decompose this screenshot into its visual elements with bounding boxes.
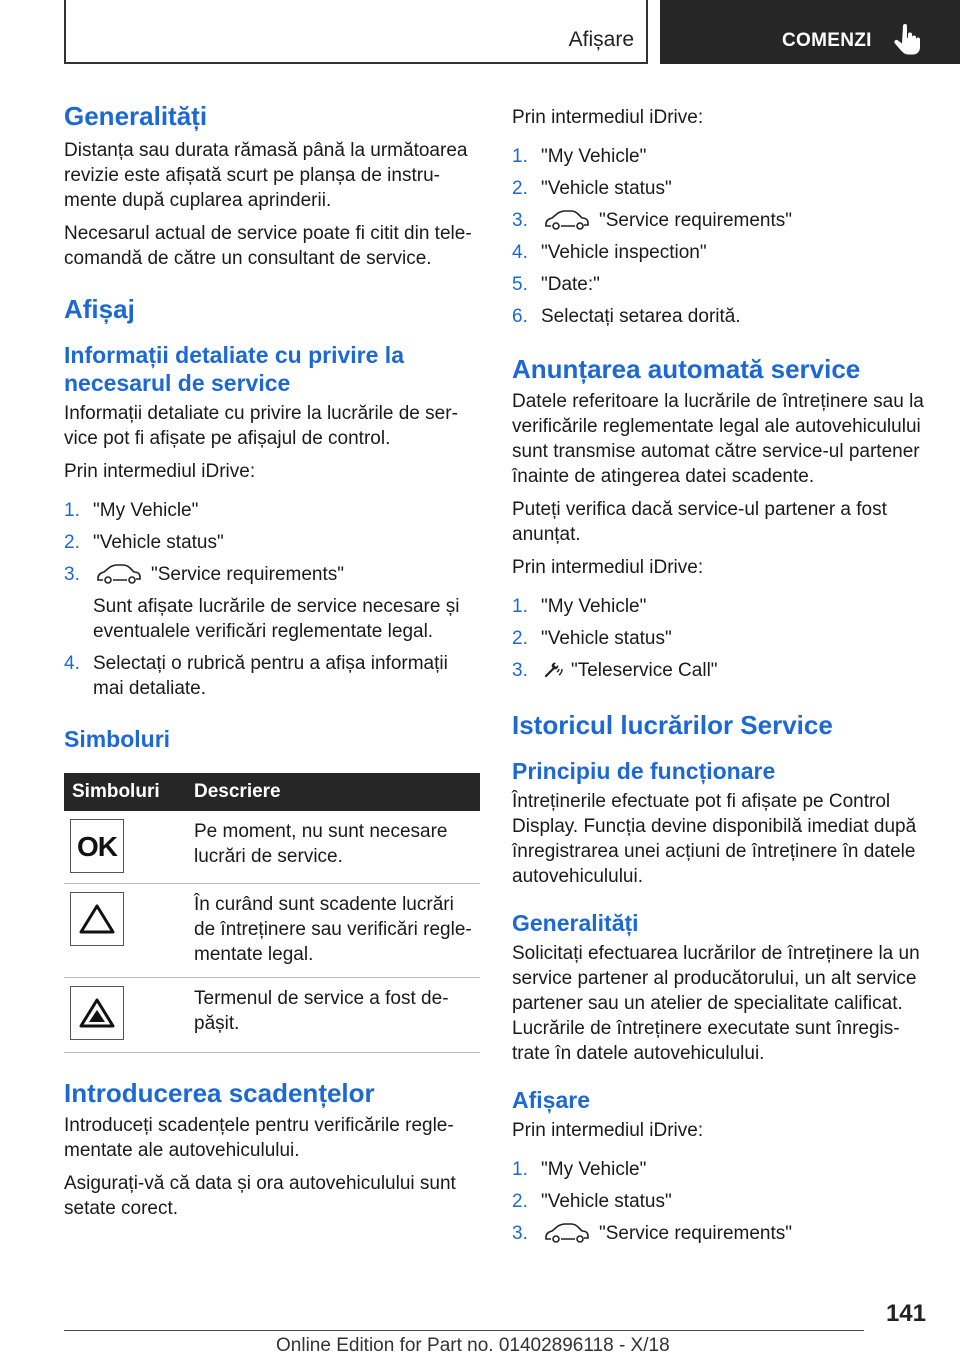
step-text: Selectați o rubrică pentru a afișa informații mai detaliate. [93, 653, 448, 699]
idrive-paragraph: Prin intermediul iDrive: [512, 107, 704, 128]
list-item [64, 562, 480, 644]
wrench-signal-icon [543, 659, 563, 679]
footer-divider [64, 1330, 864, 1331]
intro-paragraph-1: Introduceți scadențele pentru verificările reglementate ale autovehiculului. [64, 1115, 454, 1161]
table-row [64, 884, 480, 978]
step-text: "Vehicle status" [541, 628, 672, 649]
step-text: "Service requirements" [599, 210, 793, 231]
table-header-row [64, 773, 480, 811]
gen2-paragraph: Solicitați efectuarea lucrărilor de întreținere la un service partener al producătorului, un alt service partener sau un atelier de specialitate calificat. Lucrările de întreținere executate sunt înregistrate în datele autovehiculului. [512, 943, 920, 1064]
list-item [512, 144, 928, 169]
table-header-symbols: Simboluri [64, 773, 186, 811]
step-text: "My Vehicle" [541, 596, 647, 617]
car-service-icon [543, 208, 591, 230]
steps-list-2 [512, 594, 928, 683]
info-paragraph-1: Informații detaliate cu privire la lucrările de service pot fi afișate pe afișajul de control. [64, 403, 458, 449]
heading-generalitati: Generalități [64, 101, 208, 131]
step-text: "Vehicle status" [541, 1191, 672, 1212]
heading-informatii: Informații detaliate cu privire la necesarul de service [64, 342, 404, 396]
list-item [512, 272, 928, 297]
heading-afisare: Afișare [512, 1087, 590, 1113]
gen-paragraph-1: Distanța sau durata rămasă până la următoarea revizie este afișată scurt pe planșa de instrumente după cuplarea aprinderii. [64, 140, 468, 211]
steps-list-3 [512, 1157, 928, 1246]
list-item [512, 1157, 928, 1182]
table-header-description: Descriere [186, 773, 480, 811]
hand-pointer-icon [894, 24, 922, 56]
symbols-table [64, 773, 480, 1053]
step-text: "Date:" [541, 274, 600, 295]
footer-edition-link[interactable]: Online Edition for Part no. 01402896118 - X/18 [276, 1335, 670, 1356]
list-item [512, 304, 928, 329]
step-text: "Vehicle status" [93, 532, 224, 553]
list-item [512, 1189, 928, 1214]
ok-symbol-text: OK [77, 830, 117, 862]
list-item [64, 530, 480, 555]
anunt-paragraph-1: Datele referitoare la lucrările de întreținere sau la verificările reglementate legal ale autovehiculului sunt transmise automat către service-ul partener înainte de atingerea datei scadente. [512, 391, 924, 487]
list-item [512, 626, 928, 651]
step-number: 2. [512, 628, 528, 649]
list-item [64, 498, 480, 523]
table-row [64, 978, 480, 1053]
list-item [512, 658, 928, 683]
step-number: 2. [64, 532, 80, 553]
step-text: "Vehicle status" [541, 178, 672, 199]
step-text: Selectați setarea dorită. [541, 306, 741, 327]
step-number: 1. [512, 596, 528, 617]
step-text: "Service requirements" [599, 1223, 793, 1244]
info-steps-list [64, 498, 480, 701]
afisare-paragraph: Prin intermediul iDrive: [512, 1120, 704, 1141]
heading-anuntarea: Anunțarea automată service [512, 354, 861, 384]
heading-istoricul: Istoricul lucrărilor Service [512, 710, 833, 740]
step-text: "My Vehicle" [541, 1159, 647, 1180]
section-title: Afișare [568, 28, 634, 51]
step-number: 3. [512, 1223, 528, 1244]
ok-symbol [70, 819, 124, 873]
step-text: "Teleservice Call" [571, 660, 718, 681]
heading-introducerea: Introducerea scadențelor [64, 1078, 375, 1108]
step-number: 1. [64, 500, 80, 521]
gen-paragraph-2: Necesarul actual de service poate fi citit din telecomandă de către un consultant de service. [64, 223, 472, 269]
table-cell-description: Pe moment, nu sunt necesare lucrări de service. [186, 811, 480, 884]
step-number: 3. [512, 210, 528, 231]
table-cell-description: În curând sunt scadente lucrări de întreținere sau verificări reglementate legal. [186, 884, 480, 978]
step-number: 3. [64, 564, 80, 585]
step-number: 5. [512, 274, 528, 295]
heading-principiu: Principiu de funcționare [512, 758, 776, 784]
step-number: 1. [512, 146, 528, 167]
car-service-icon [543, 1221, 591, 1243]
header-section-box [64, 0, 648, 64]
page-number: 141 [885, 1300, 926, 1327]
anunt-paragraph-2: Puteți verifica dacă service-ul partener a fost anunțat. [512, 499, 887, 545]
step-text: "My Vehicle" [93, 500, 199, 521]
list-item [512, 1221, 928, 1246]
list-item [512, 594, 928, 619]
step-number: 1. [512, 1159, 528, 1180]
heading-simboluri: Simboluri [64, 726, 171, 752]
anunt-paragraph-3: Prin intermediul iDrive: [512, 557, 704, 578]
heading-generalitati-2: Generalități [512, 910, 639, 936]
right-column [512, 105, 928, 1246]
step-subtext: Sunt afișate lucrările de service necesare și eventualele verificări reglementate legal. [93, 596, 460, 642]
step-number: 4. [64, 653, 80, 674]
chapter-tab[interactable] [660, 0, 960, 64]
step-text: "My Vehicle" [541, 146, 647, 167]
step-number: 2. [512, 1191, 528, 1212]
list-item [512, 176, 928, 201]
info-paragraph-2: Prin intermediul iDrive: [64, 461, 256, 482]
list-item [512, 240, 928, 265]
heading-afisaj: Afișaj [64, 294, 135, 324]
car-service-icon [95, 562, 143, 584]
step-number: 4. [512, 242, 528, 263]
list-item [512, 208, 928, 233]
list-item [64, 651, 480, 701]
step-number: 3. [512, 660, 528, 681]
step-text: "Vehicle inspection" [541, 242, 707, 263]
warning-outline-icon [70, 892, 124, 946]
steps-list-1 [512, 144, 928, 329]
step-number: 2. [512, 178, 528, 199]
principiu-paragraph: Întreținerile efectuate pot fi afișate pe Control Display. Funcția devine disponibilă imediat după înregistrarea unei acțiuni de întreținere în datele autovehiculului. [512, 791, 917, 887]
step-text: "Service requirements" [151, 564, 345, 585]
step-number: 6. [512, 306, 528, 327]
chapter-tab-label: COMENZI [782, 30, 872, 51]
warning-filled-icon [70, 986, 124, 1040]
table-row [64, 811, 480, 884]
intro-paragraph-2: Asigurați-vă că data și ora autovehiculului sunt setate corect. [64, 1173, 456, 1219]
table-cell-description: Termenul de service a fost depășit. [186, 978, 480, 1053]
left-column [64, 100, 480, 1221]
